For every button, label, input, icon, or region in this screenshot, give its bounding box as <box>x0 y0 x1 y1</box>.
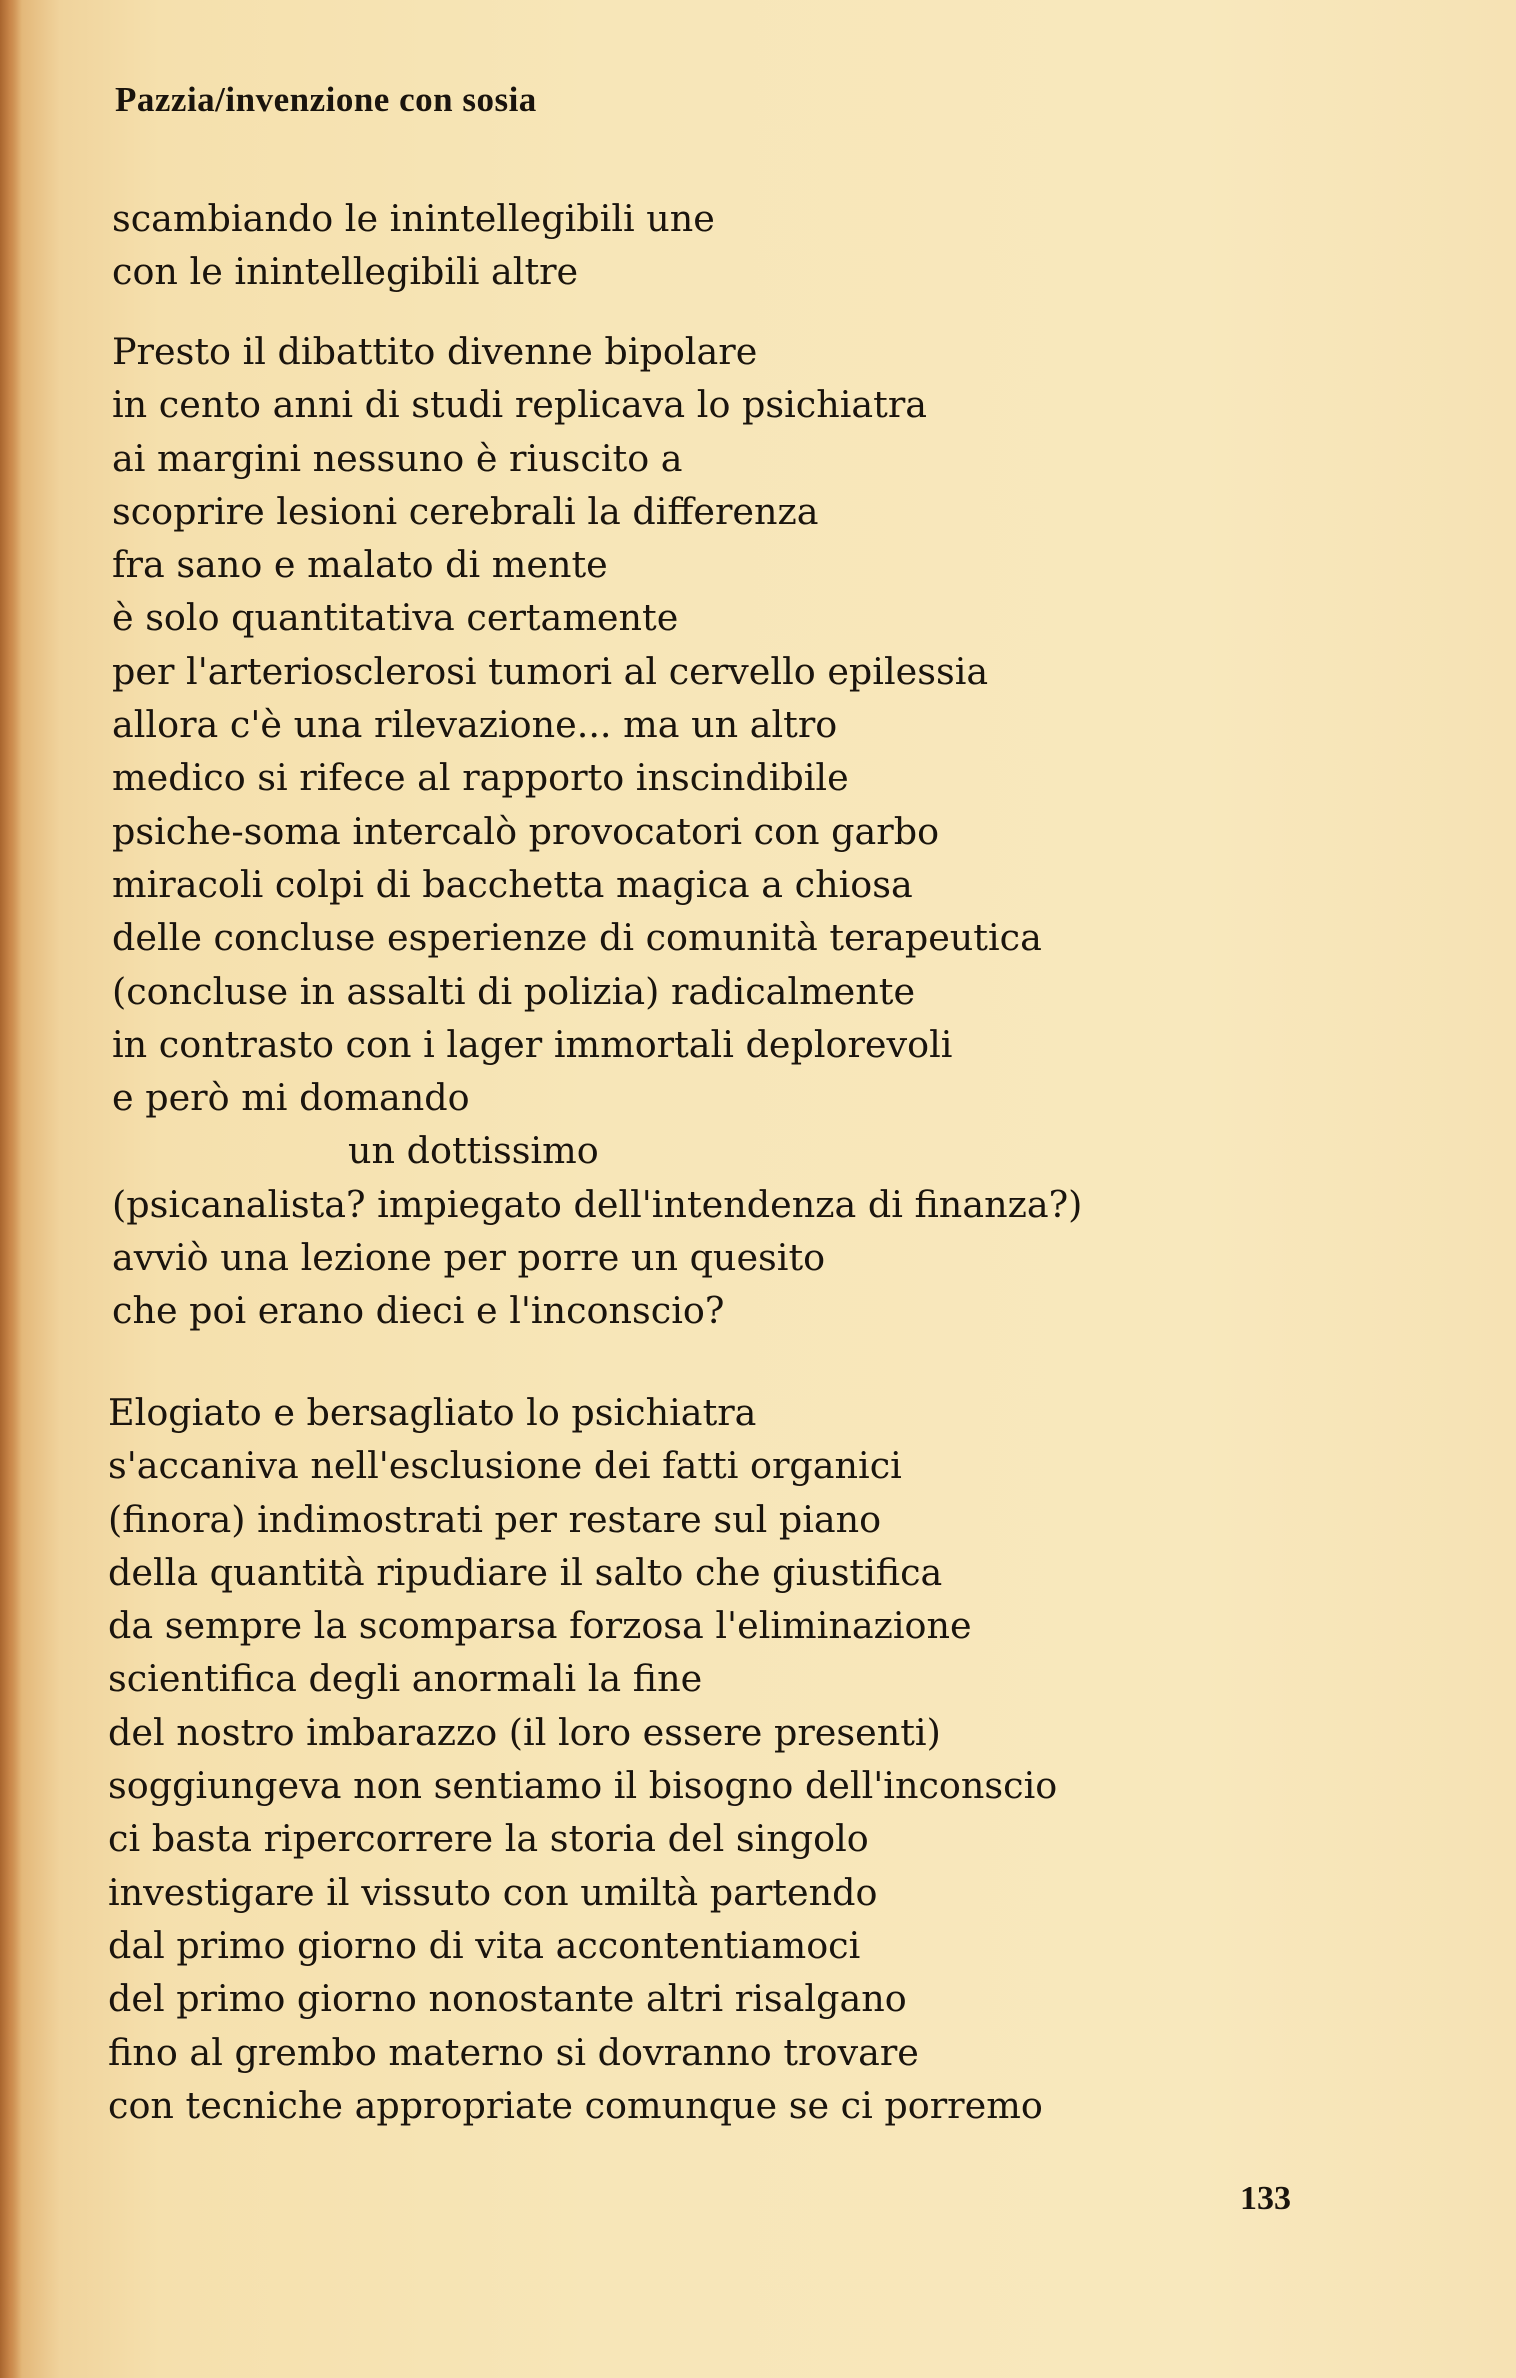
poem-line: (finora) indimostrati per restare sul piano <box>108 1497 882 1541</box>
poem-line: investigare il vissuto con umiltà partendo <box>108 1870 878 1914</box>
poem-line: medico si rifece al rapporto inscindibile <box>112 756 849 800</box>
page-number: 133 <box>1240 2180 1291 2217</box>
poem-line: s'accaniva nell'esclusione dei fatti organici <box>108 1444 902 1488</box>
poem-line: con le inintellegibili altre <box>112 250 579 294</box>
poem-line-indented: un dottissimo <box>348 1129 599 1173</box>
poem-line: che poi erano dieci e l'inconscio? <box>112 1289 725 1333</box>
poem-line: miracoli colpi di bacchetta magica a chiosa <box>112 862 913 906</box>
poem-line: in contrasto con i lager immortali deplorevoli <box>112 1022 953 1066</box>
page-gutter-edge <box>0 0 22 2378</box>
poem-line: allora c'è una rilevazione... ma un altro <box>112 703 838 747</box>
poem-line: delle concluse esperienze di comunità terapeutica <box>112 916 1042 960</box>
poem-line: per l'arteriosclerosi tumori al cervello epilessia <box>112 649 989 693</box>
poem-line: fra sano e malato di mente <box>112 543 608 587</box>
poem-line: in cento anni di studi replicava lo psichiatra <box>112 383 928 427</box>
poem-line: Elogiato e bersagliato lo psichiatra <box>108 1391 757 1434</box>
poem-line: del nostro imbarazzo (il loro essere presenti) <box>108 1710 941 1754</box>
poem-line: da sempre la scomparsa forzosa l'eliminazione <box>108 1604 972 1648</box>
poem-stanza-3 <box>108 1386 1057 2132</box>
poem-line: fino al grembo materno si dovranno trovare <box>108 2030 919 2074</box>
poem-line: avviò una lezione per porre un quesito <box>112 1236 826 1280</box>
poem-line: è solo quantitativa certamente <box>112 596 679 640</box>
poem-line: scambiando le inintellegibili une <box>112 197 715 240</box>
poem-line: scientifica degli anormali la fine <box>108 1657 703 1701</box>
poem-line: del primo giorno nonostante altri risalgano <box>108 1977 907 2021</box>
poem-line: della quantità ripudiare il salto che giustifica <box>108 1550 943 1594</box>
poem-stanza-1 <box>112 192 715 299</box>
poem-line: ai margini nessuno è riuscito a <box>112 436 683 480</box>
poem-line: soggiungeva non sentiamo il bisogno dell'inconscio <box>108 1764 1058 1808</box>
poem-line: dal primo giorno di vita accontentiamoci <box>108 1923 861 1967</box>
poem-line: (psicanalista? impiegato dell'intendenza di finanza?) <box>112 1182 1083 1226</box>
poem-line: psiche-soma intercalò provocatori con garbo <box>112 809 940 853</box>
poem-line: Presto il dibattito divenne bipolare <box>112 330 758 373</box>
poem-line: e però mi domando <box>112 1076 470 1120</box>
poem-line: con tecniche appropriate comunque se ci porremo <box>108 2083 1043 2127</box>
poem-stanza-2 <box>112 325 1082 1338</box>
poem-line: (concluse in assalti di polizia) radicalmente <box>112 969 916 1013</box>
running-head-title: Pazzia/invenzione con sosia <box>115 80 537 119</box>
poem-line: ci basta ripercorrere la storia del singolo <box>108 1817 869 1861</box>
poem-line: scoprire lesioni cerebrali la differenza <box>112 489 819 533</box>
